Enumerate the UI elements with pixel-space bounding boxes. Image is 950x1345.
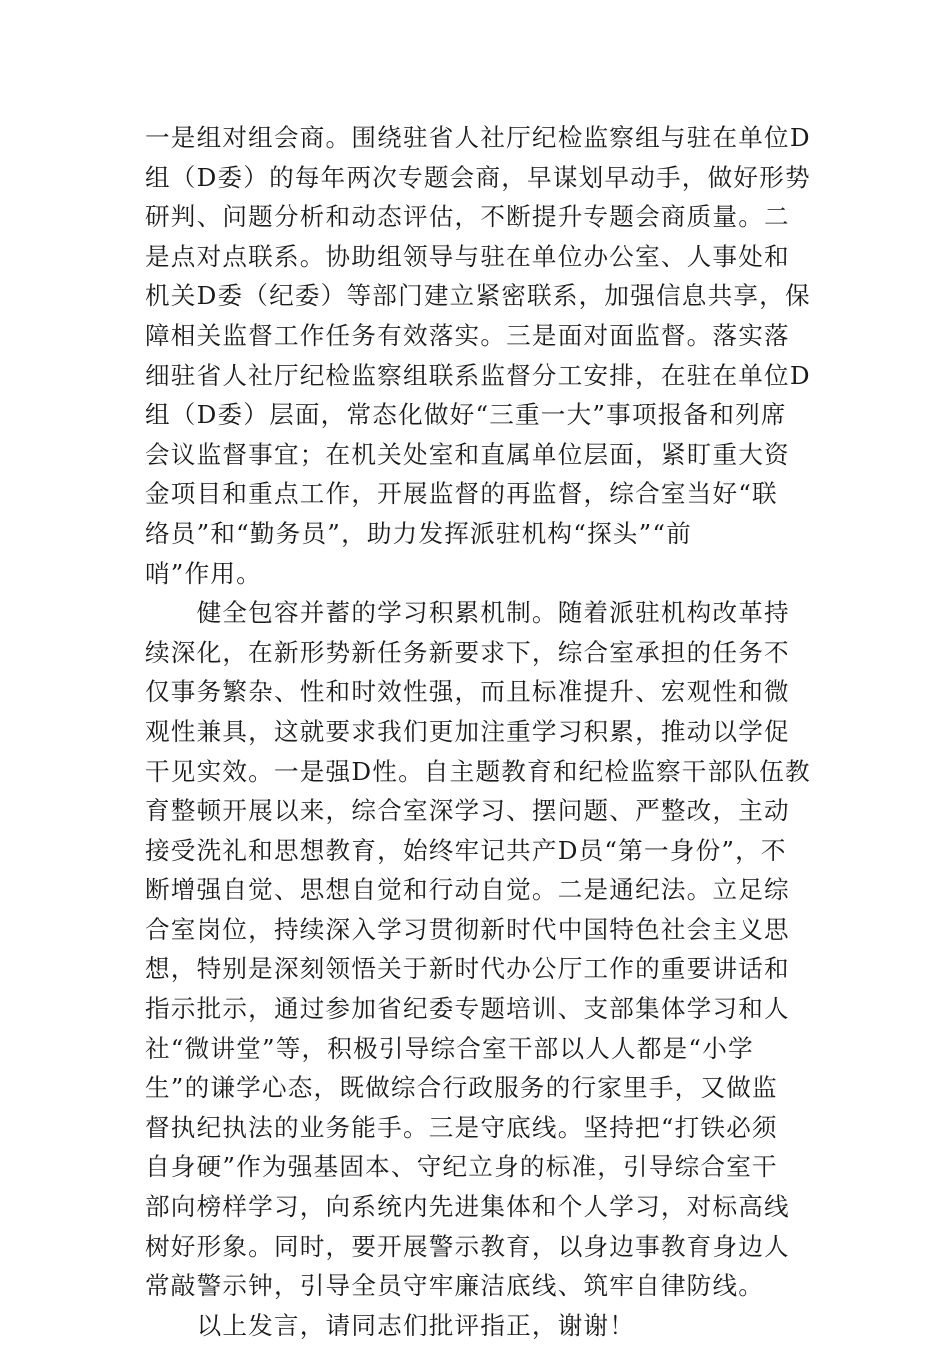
text-line: 仅事务繁杂、性和时效性强，而且标准提升、宏观性和微 (145, 677, 790, 707)
text-line: 障相关监督工作任务有效落实。三是面对面监督。落实落 (145, 320, 790, 350)
text-line: 自身硬”作为强基固本、守纪立身的标准，引导综合室干 (145, 1152, 778, 1182)
text-line: 组（D委）层面，常态化做好“三重一大”事项报备和列席 (145, 400, 787, 430)
text-line: 机关D委（纪委）等部门建立紧密联系，加强信息共享，保 (145, 281, 811, 311)
text-line: 部向榜样学习，向系统内先进集体和个人学习，对标高线 (145, 1192, 790, 1222)
text-line: 会议监督事宜；在机关处室和直属单位层面，紧盯重大资 (145, 439, 790, 469)
text-line: 金项目和重点工作，开展监督的再监督，综合室当好“联 (145, 479, 778, 509)
text-line: 哨”作用。 (145, 558, 262, 588)
text-line: 断增强自觉、思想自觉和行动自觉。二是通纪法。立足综 (145, 875, 790, 905)
text-line: 络员”和“勤务员”，助力发挥派驻机构“探头”“前 (145, 518, 692, 548)
paragraph (145, 593, 815, 1306)
text-line: 督执纪执法的业务能手。三是守底线。坚持把“打铁必须 (145, 1112, 778, 1142)
text-line: 树好形象。同时，要开展警示教育，以身边事教育身边人 (145, 1231, 790, 1261)
text-line: 研判、问题分析和动态评估，不断提升专题会商质量。二 (145, 202, 790, 232)
text-line: 是点对点联系。协助组领导与驻在单位办公室、人事处和 (145, 241, 790, 271)
text-line: 干见实效。一是强D性。自主题教育和纪检监察干部队伍教 (145, 756, 811, 786)
body-text (145, 118, 815, 1345)
text-line: 健全包容并蓄的学习积累机制。随着派驻机构改革持 (145, 598, 790, 628)
text-line: 续深化，在新形势新任务新要求下，综合室承担的任务不 (145, 637, 790, 667)
text-line: 一是组对组会商。围绕驻省人社厅纪检监察组与驻在单位D (145, 123, 811, 152)
text-line: 以上发言，请同志们批评指正，谢谢！ (145, 1310, 636, 1340)
text-line: 接受洗礼和思想教育，始终牢记共产D员“第一身份”，不 (145, 835, 787, 865)
text-line: 社“微讲堂”等，积极引导综合室干部以人人都是“小学 (145, 1033, 754, 1063)
text-line: 合室岗位，持续深入学习贯彻新时代中国特色社会主义思 (145, 914, 790, 944)
text-line: 常敲警示钟，引导全员守牢廉洁底线、筑牢自律防线。 (145, 1271, 765, 1301)
paragraph (145, 118, 815, 593)
text-line: 指示批示，通过参加省纪委专题培训、支部集体学习和人 (145, 994, 790, 1024)
text-line: 生”的谦学心态，既做综合行政服务的行家里手，又做监 (145, 1073, 778, 1103)
text-line: 观性兼具，这就要求我们更加注重学习积累，推动以学促 (145, 716, 790, 746)
paragraph (145, 1306, 815, 1345)
text-line: 想，特别是深刻领悟关于新时代办公厅工作的重要讲话和 (145, 954, 790, 984)
text-line: 细驻省人社厅纪检监察组联系监督分工安排，在驻在单位D (145, 360, 811, 390)
text-line: 组（D委）的每年两次专题会商，早谋划早动手，做好形势 (145, 162, 811, 192)
text-line: 育整顿开展以来，综合室深学习、摆问题、严整改，主动 (145, 796, 790, 826)
